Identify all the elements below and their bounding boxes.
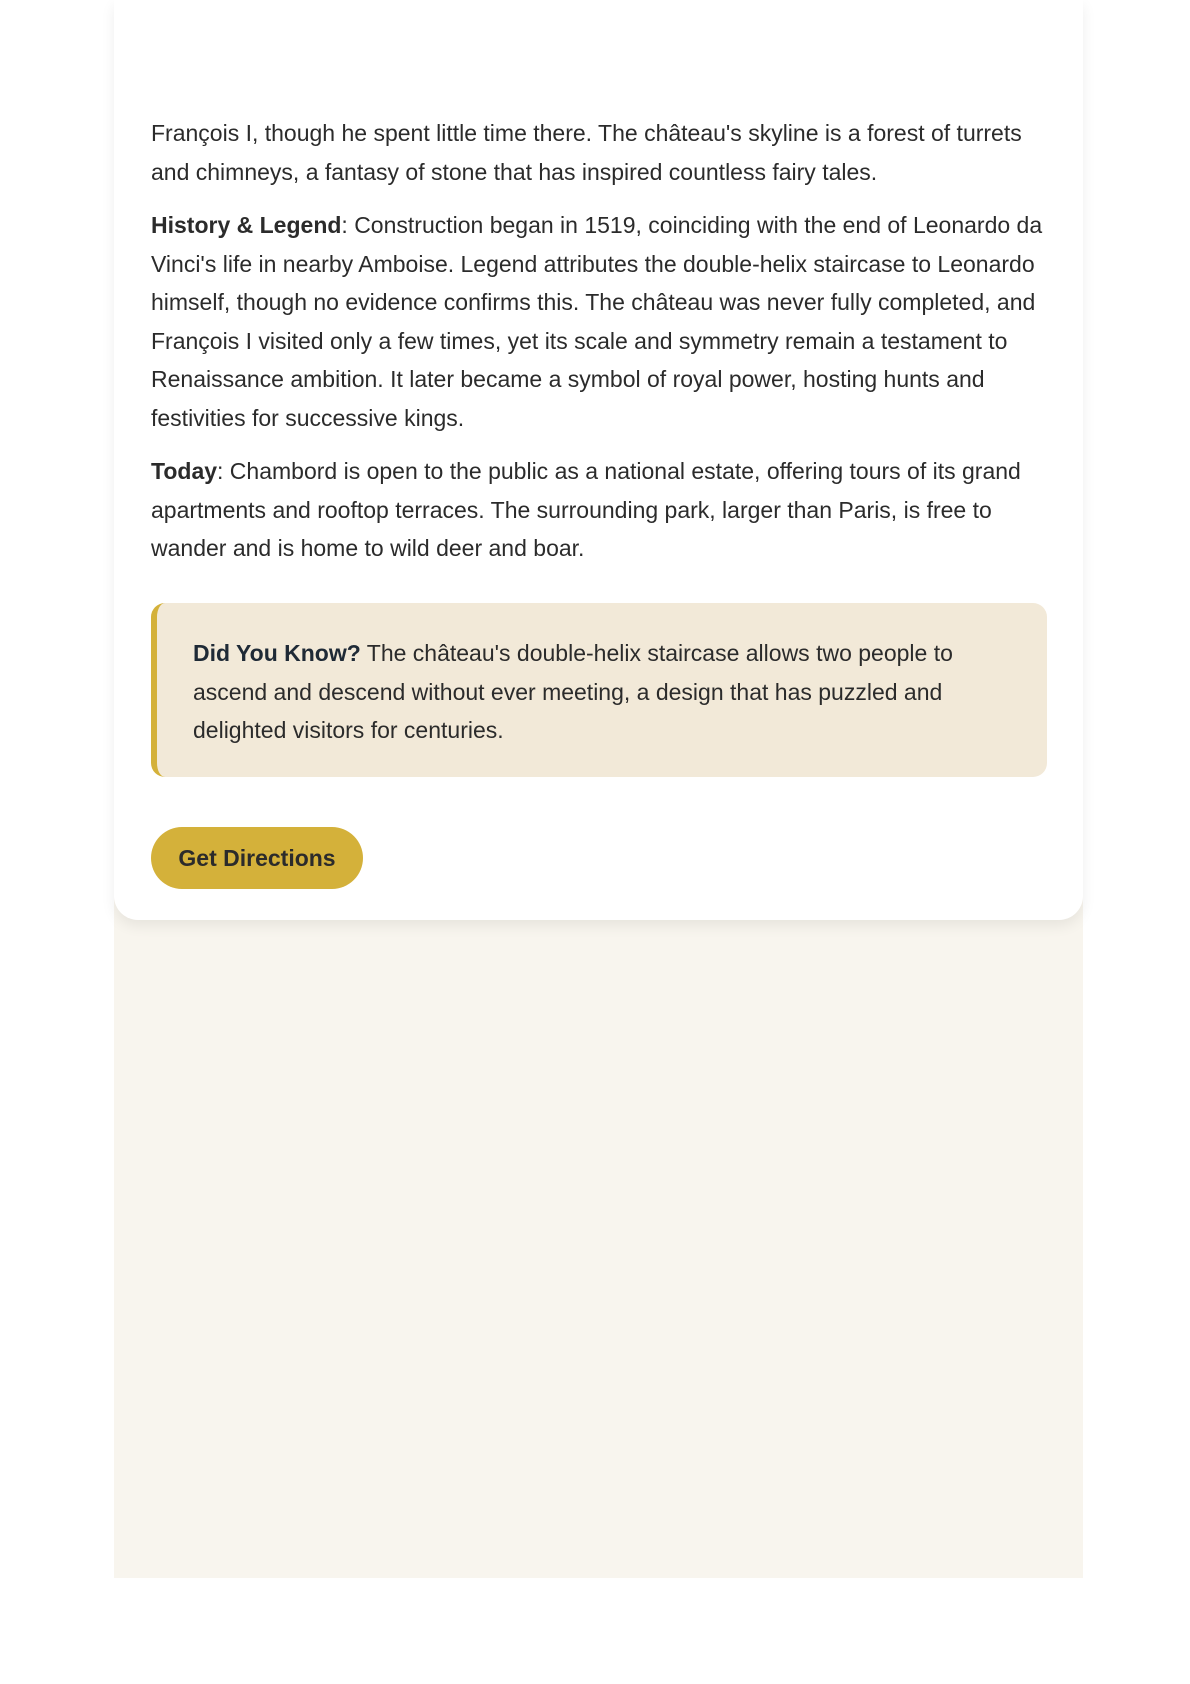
article-body — [151, 114, 1051, 583]
did-you-know-callout — [151, 603, 1047, 777]
history-label: History & Legend — [151, 212, 342, 238]
did-you-know-label: Did You Know? — [193, 640, 361, 666]
today-paragraph — [151, 452, 1051, 568]
did-you-know-text: The château's double-helix staircase allows two people to ascend and descend without ever meeting, a design that has puzzled and delighted visitors for centuries. — [193, 640, 953, 743]
history-text: : Construction began in 1519, coinciding with the end of Leonardo da Vinci's life in nearby Amboise. Legend attributes the double-helix staircase to Leonardo himself, though no evidence confirms this. The château was never fully completed, and François I visited only a few times, yet its scale and symmetry remain a testament to Renaissance ambition. It later became a symbol of royal power, hosting hunts and festivities for successive kings. — [151, 212, 1043, 431]
history-paragraph — [151, 206, 1051, 437]
intro-paragraph — [151, 114, 1051, 191]
today-text: : Chambord is open to the public as a national estate, offering tours of its grand apartments and rooftop terraces. The surrounding park, larger than Paris, is free to wander and is home to wild deer and boar. — [151, 458, 1021, 561]
get-directions-button[interactable]: Get Directions — [151, 827, 363, 889]
intro-text: François I, though he spent little time there. The château's skyline is a forest of turrets and chimneys, a fantasy of stone that has inspired countless fairy tales. — [151, 120, 1022, 185]
today-label: Today — [151, 458, 218, 484]
